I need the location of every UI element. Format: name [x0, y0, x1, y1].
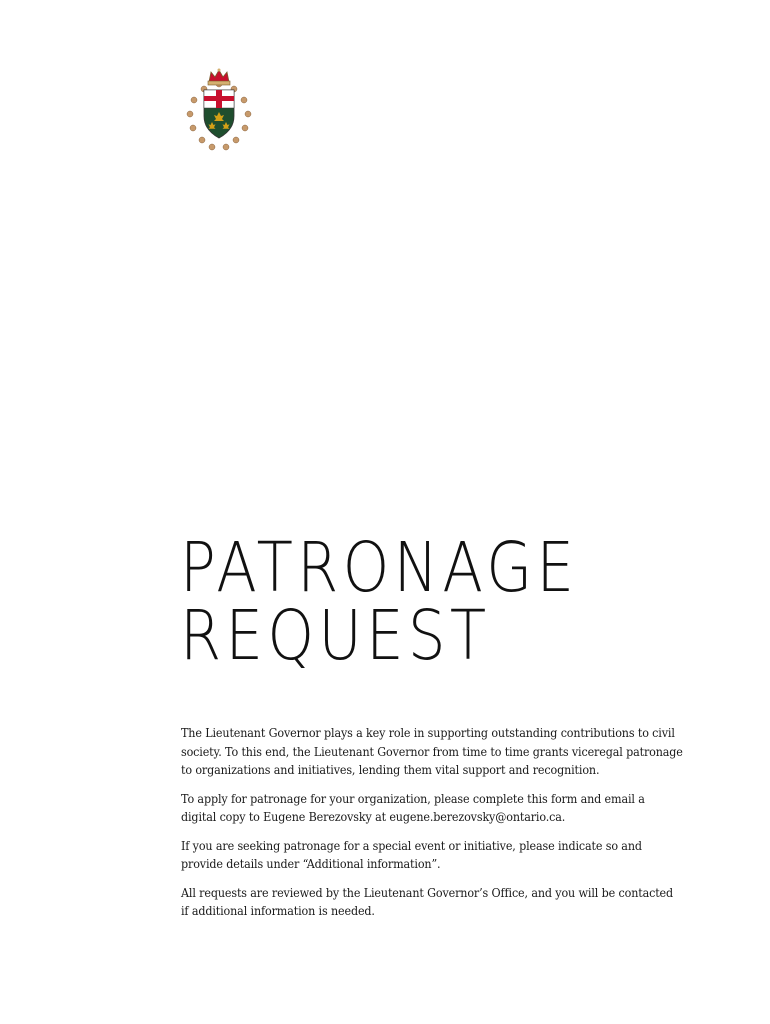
intro-paragraph: The Lieutenant Governor plays a key role in supporting outstanding contributions to civil society. To this end, the Lieutenant Governor from time to time grants viceregal patronage to organizations and initiatives, lending them vital support and recognition. [181, 726, 683, 777]
intro-paragraph: If you are seeking patronage for a special event or initiative, please indicate so and provide details under “Additional information”. [181, 838, 642, 871]
title-line-2: REQUEST [180, 596, 491, 676]
title-line-1: PATRONAGE [180, 528, 579, 608]
intro-paragraph: To apply for patronage for your organization, please complete this form and email a digital copy to Eugene Berezovsky at eugene.berezovsky@ontario.ca. [181, 791, 645, 824]
intro-paragraph: All requests are reviewed by the Lieutenant Governor’s Office, and you will be contacted if additional information is needed. [181, 885, 674, 918]
lieutenant-governor-crest-icon [182, 68, 256, 152]
page-title [180, 528, 662, 676]
intro-text [181, 724, 701, 931]
